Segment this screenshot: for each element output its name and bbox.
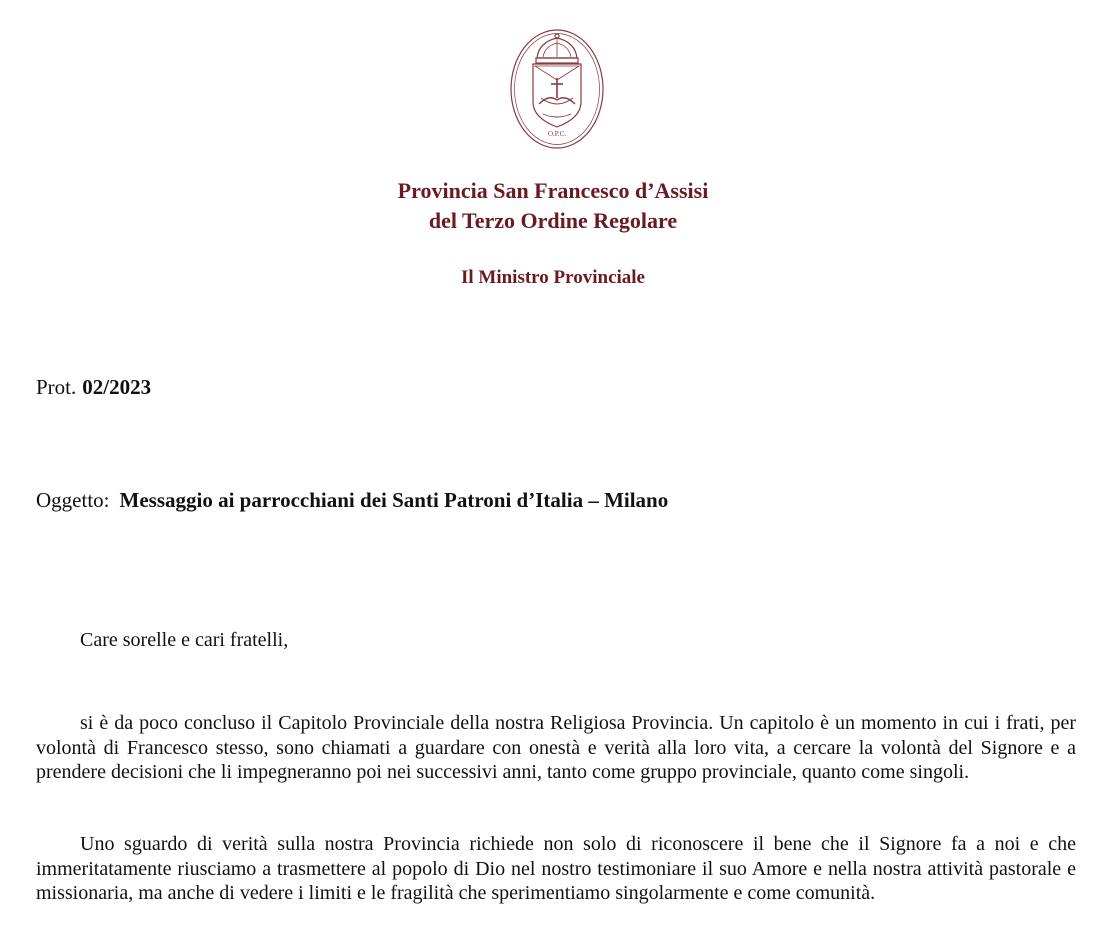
protocol-number: 02/2023 (82, 375, 152, 399)
letter-greeting: Care sorelle e cari fratelli, (80, 629, 289, 651)
organization-name-line2: del Terzo Ordine Regolare (428, 208, 678, 233)
organization-name-line1: Provincia San Francesco d’Assisi (397, 178, 709, 203)
subject-line (36, 486, 668, 514)
protocol-label: Prot. (36, 375, 77, 399)
body-paragraph: si è da poco concluso il Capitolo Provinciale della nostra Religiosa Provincia. Un capitolo è un momento in cui i frati, per volontà di Francesco stesso, sono chiamati a guardare con onestà e verità alla loro vita, a cercare la volontà del Signore e a prendere decisioni che li impegneranno poi nei successivi anni, tanto come gruppo provinciale, quanto come singoli. (36, 712, 1076, 783)
office-title: Il Ministro Provinciale (460, 267, 645, 288)
subject-text: Messaggio ai parrocchiani dei Santi Patroni d’Italia – Milano (119, 488, 669, 512)
protocol-reference (36, 373, 151, 401)
seal-lettering: O.P.C. (547, 130, 567, 138)
subject-label: Oggetto: (36, 488, 110, 512)
franciscan-seal-logo (509, 28, 605, 150)
body-paragraph: Uno sguardo di verità sulla nostra Provincia richiede non solo di riconoscere il bene che il Signore fa a noi e che immeritatamente riusciamo a trasmettere al popolo di Dio nel nostro testimoniare il suo Amore e nella nostra attività pastorale e missionaria, ma anche di vedere i limiti e le fragilità che sperimentiamo singolarmente e come comunità. (36, 833, 1076, 904)
